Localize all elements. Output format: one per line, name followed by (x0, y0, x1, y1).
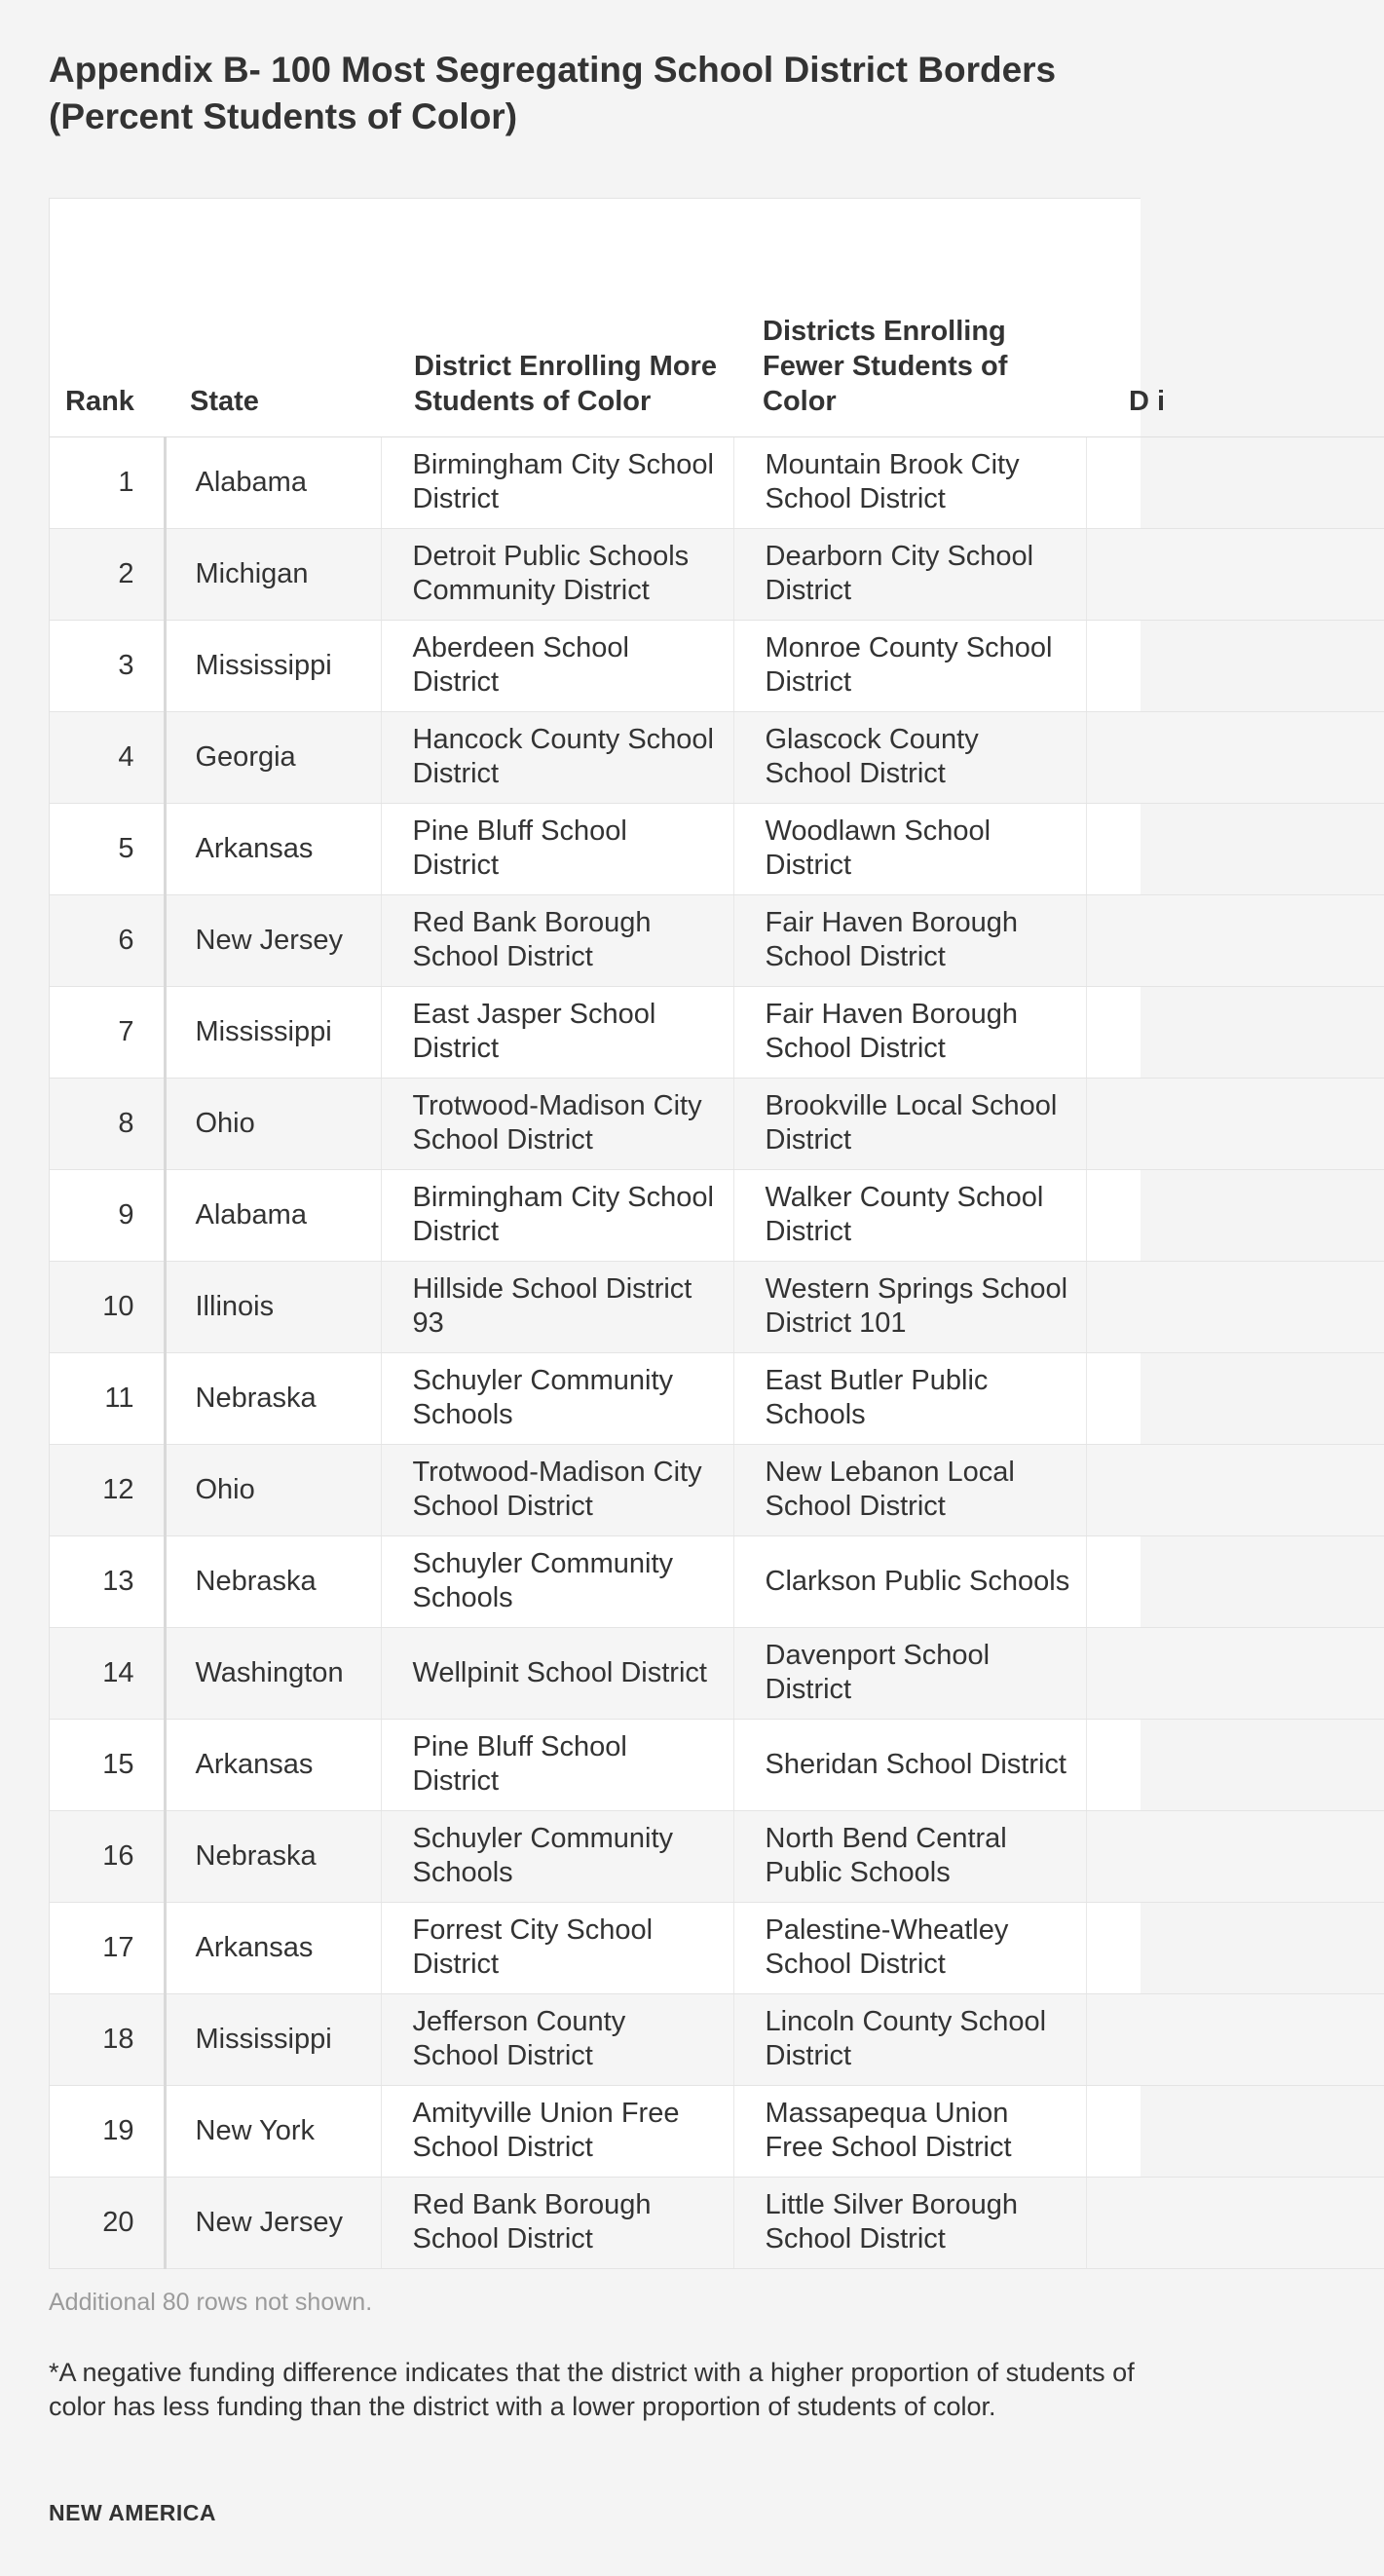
truncated-cell (1086, 1169, 1384, 1261)
district-fewer-cell: Davenport School District (733, 1627, 1086, 1719)
state-cell: Mississippi (165, 620, 381, 711)
rank-cell: 6 (50, 894, 165, 986)
state-cell: Mississippi (165, 986, 381, 1078)
table-body (50, 436, 1384, 2268)
truncated-cell (1086, 436, 1384, 528)
rank-cell: 4 (50, 711, 165, 803)
truncated-cell (1086, 1352, 1384, 1444)
district-more-cell: Forrest City School District (381, 1902, 733, 1993)
table-row (50, 436, 1384, 528)
additional-rows-note: Additional 80 rows not shown. (49, 2289, 373, 2316)
district-more-cell: Trotwood-Madison City School District (381, 1078, 733, 1169)
district-fewer-cell: Lincoln County School District (733, 1993, 1086, 2085)
rank-cell: 11 (50, 1352, 165, 1444)
district-more-cell: Pine Bluff School District (381, 1719, 733, 1810)
rank-cell: 5 (50, 803, 165, 894)
truncated-cell (1086, 1719, 1384, 1810)
district-fewer-cell: Sheridan School District (733, 1719, 1086, 1810)
state-cell: Alabama (165, 436, 381, 528)
rank-cell: 20 (50, 2177, 165, 2268)
district-fewer-cell: Brookville Local School District (733, 1078, 1086, 1169)
column-header-district-more[interactable]: District Enrolling More Students of Color (381, 199, 733, 436)
table-row (50, 1169, 1384, 1261)
truncated-cell (1086, 986, 1384, 1078)
district-more-cell: Trotwood-Madison City School District (381, 1444, 733, 1535)
truncated-cell (1086, 1078, 1384, 1169)
district-fewer-cell: Mountain Brook City School District (733, 436, 1086, 528)
district-more-cell: Red Bank Borough School District (381, 894, 733, 986)
state-cell: Arkansas (165, 803, 381, 894)
rank-cell: 9 (50, 1169, 165, 1261)
rank-cell: 8 (50, 1078, 165, 1169)
truncated-cell (1086, 2085, 1384, 2177)
truncated-cell (1086, 620, 1384, 711)
district-fewer-cell: Western Springs School District 101 (733, 1261, 1086, 1352)
district-fewer-cell: Little Silver Borough School District (733, 2177, 1086, 2268)
district-more-cell: Schuyler Community Schools (381, 1810, 733, 1902)
state-cell: Michigan (165, 528, 381, 620)
state-cell: New Jersey (165, 2177, 381, 2268)
district-fewer-cell: Dearborn City School District (733, 528, 1086, 620)
rank-cell: 18 (50, 1993, 165, 2085)
table-row (50, 2177, 1384, 2268)
state-cell: New York (165, 2085, 381, 2177)
segregation-table (50, 199, 1384, 2269)
table-row (50, 1444, 1384, 1535)
state-cell: Nebraska (165, 1535, 381, 1627)
district-more-cell: Aberdeen School District (381, 620, 733, 711)
state-cell: Arkansas (165, 1719, 381, 1810)
table-row (50, 1902, 1384, 1993)
district-more-cell: Red Bank Borough School District (381, 2177, 733, 2268)
district-more-cell: Schuyler Community Schools (381, 1352, 733, 1444)
rank-cell: 10 (50, 1261, 165, 1352)
state-cell: Nebraska (165, 1810, 381, 1902)
rank-cell: 3 (50, 620, 165, 711)
truncated-cell (1086, 711, 1384, 803)
truncated-cell (1086, 2177, 1384, 2268)
truncated-cell (1086, 803, 1384, 894)
table-row (50, 803, 1384, 894)
truncated-cell (1086, 1902, 1384, 1993)
district-more-cell: Birmingham City School District (381, 1169, 733, 1261)
rank-cell: 19 (50, 2085, 165, 2177)
brand-logo-text[interactable]: NEW AMERICA (49, 2500, 217, 2525)
table-row (50, 1078, 1384, 1169)
column-header-rank[interactable]: Rank (50, 199, 165, 436)
column-header-state[interactable]: State (165, 199, 381, 436)
table-row (50, 620, 1384, 711)
district-more-cell: Wellpinit School District (381, 1627, 733, 1719)
district-fewer-cell: New Lebanon Local School District (733, 1444, 1086, 1535)
district-more-cell: Schuyler Community Schools (381, 1535, 733, 1627)
truncated-cell (1086, 1261, 1384, 1352)
table-row (50, 2085, 1384, 2177)
rank-cell: 16 (50, 1810, 165, 1902)
table-row (50, 986, 1384, 1078)
state-cell: Alabama (165, 1169, 381, 1261)
table-row (50, 894, 1384, 986)
district-fewer-cell: Glascock County School District (733, 711, 1086, 803)
district-fewer-cell: Massapequa Union Free School District (733, 2085, 1086, 2177)
truncated-cell (1086, 1627, 1384, 1719)
state-cell: Georgia (165, 711, 381, 803)
rank-cell: 17 (50, 1902, 165, 1993)
data-table-scroll-area[interactable] (49, 198, 1166, 2269)
district-more-cell: Detroit Public Schools Community District (381, 528, 733, 620)
table-row (50, 1261, 1384, 1352)
truncated-cell (1086, 894, 1384, 986)
table-row (50, 1535, 1384, 1627)
page-title: Appendix B- 100 Most Segregating School District Borders (Percent Students of Color) (49, 50, 1057, 136)
table-row (50, 528, 1384, 620)
state-cell: Ohio (165, 1078, 381, 1169)
district-fewer-cell: Fair Haven Borough School District (733, 986, 1086, 1078)
district-more-cell: Jefferson County School District (381, 1993, 733, 2085)
rank-cell: 1 (50, 436, 165, 528)
rank-cell: 2 (50, 528, 165, 620)
truncated-cell (1086, 1810, 1384, 1902)
truncated-cell (1086, 1993, 1384, 2085)
district-fewer-cell: Clarkson Public Schools (733, 1535, 1086, 1627)
district-more-cell: East Jasper School District (381, 986, 733, 1078)
district-more-cell: Hancock County School District (381, 711, 733, 803)
rank-cell: 7 (50, 986, 165, 1078)
state-cell: Mississippi (165, 1993, 381, 2085)
column-header-district-fewer[interactable]: Districts Enrolling Fewer Students of Color (733, 199, 1086, 436)
state-cell: Illinois (165, 1261, 381, 1352)
footnote: *A negative funding difference indicates that the district with a higher proportion of students of color has less funding than the district with a lower proportion of students of color. (49, 2358, 1135, 2421)
table-header (50, 199, 1384, 436)
table-row (50, 1719, 1384, 1810)
district-more-cell: Amityville Union Free School District (381, 2085, 733, 2177)
rank-cell: 15 (50, 1719, 165, 1810)
district-fewer-cell: Palestine-Wheatley School District (733, 1902, 1086, 1993)
district-more-cell: Birmingham City School District (381, 436, 733, 528)
rank-cell: 12 (50, 1444, 165, 1535)
district-more-cell: Pine Bluff School District (381, 803, 733, 894)
table-row (50, 1627, 1384, 1719)
state-cell: Ohio (165, 1444, 381, 1535)
state-cell: Arkansas (165, 1902, 381, 1993)
table-row (50, 1810, 1384, 1902)
table-row (50, 1993, 1384, 2085)
state-cell: Washington (165, 1627, 381, 1719)
rank-cell: 14 (50, 1627, 165, 1719)
state-cell: Nebraska (165, 1352, 381, 1444)
district-more-cell: Hillside School District 93 (381, 1261, 733, 1352)
district-fewer-cell: East Butler Public Schools (733, 1352, 1086, 1444)
district-fewer-cell: Walker County School District (733, 1169, 1086, 1261)
truncated-cell (1086, 1535, 1384, 1627)
district-fewer-cell: Fair Haven Borough School District (733, 894, 1086, 986)
truncated-cell (1086, 1444, 1384, 1535)
column-header-truncated[interactable]: D i (1086, 199, 1384, 436)
table-row (50, 1352, 1384, 1444)
district-fewer-cell: Monroe County School District (733, 620, 1086, 711)
district-fewer-cell: Woodlawn School District (733, 803, 1086, 894)
state-cell: New Jersey (165, 894, 381, 986)
district-fewer-cell: North Bend Central Public Schools (733, 1810, 1086, 1902)
table-row (50, 711, 1384, 803)
truncated-cell (1086, 528, 1384, 620)
rank-cell: 13 (50, 1535, 165, 1627)
